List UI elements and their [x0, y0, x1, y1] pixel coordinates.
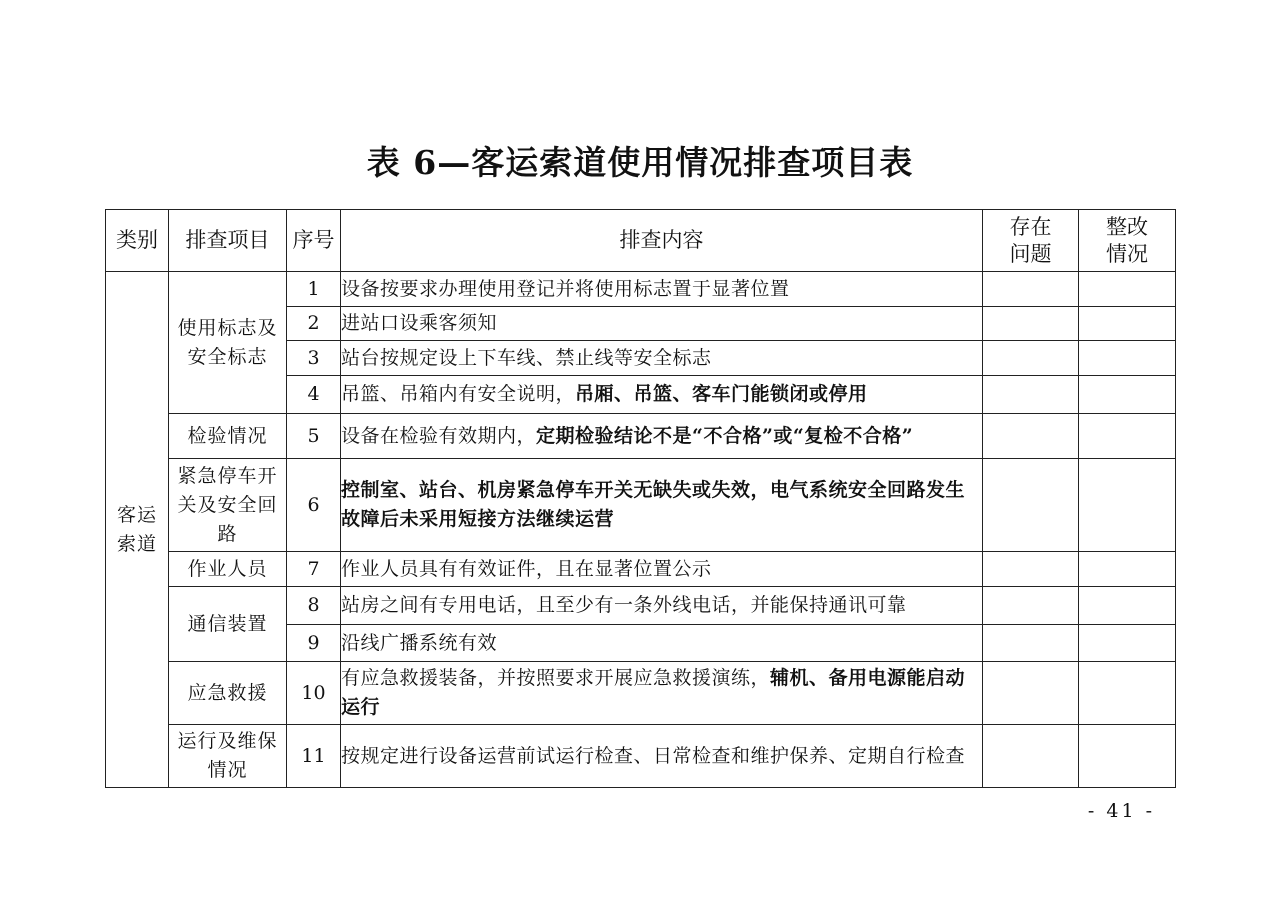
content-cell — [341, 725, 983, 788]
group-cell — [169, 414, 287, 459]
rectify-cell[interactable] — [1079, 552, 1176, 587]
rectify-cell[interactable] — [1079, 587, 1176, 625]
header-seq: 序号 — [287, 210, 341, 272]
content-text: 沿线广播系统有效 — [341, 631, 498, 654]
issues-cell[interactable] — [983, 272, 1079, 307]
group-label: 紧急停车开关及安全回路 — [177, 464, 278, 545]
content-text: 设备在检验有效期内， — [341, 424, 537, 447]
seq-cell: 1 — [287, 272, 341, 307]
rectify-cell[interactable] — [1079, 376, 1176, 414]
header-content: 排查内容 — [341, 210, 983, 272]
content-cell — [341, 376, 983, 414]
table-row — [106, 662, 1176, 725]
group-cell — [169, 459, 287, 552]
group-cell — [169, 587, 287, 662]
table-row — [106, 414, 1176, 459]
issues-cell[interactable] — [983, 625, 1079, 662]
group-cell — [169, 725, 287, 788]
rectify-cell[interactable] — [1079, 272, 1176, 307]
rectify-cell[interactable] — [1079, 414, 1176, 459]
table-row — [106, 587, 1176, 625]
issues-cell[interactable] — [983, 376, 1079, 414]
issues-cell[interactable] — [983, 307, 1079, 341]
seq-cell: 4 — [287, 376, 341, 414]
content-text: 站台按规定设上下车线、禁止线等安全标志 — [341, 346, 712, 369]
category-cell — [106, 272, 169, 788]
group-cell — [169, 272, 287, 414]
content-cell — [341, 552, 983, 587]
group-label: 使用标志及安全标志 — [177, 316, 278, 368]
header-issues-label: 存在问题 — [1009, 214, 1052, 266]
seq-cell: 2 — [287, 307, 341, 341]
issues-cell[interactable] — [983, 725, 1079, 788]
seq-cell: 6 — [287, 459, 341, 552]
header-item: 排查项目 — [169, 210, 287, 272]
content-text: 作业人员具有有效证件，且在显著位置公示 — [341, 557, 712, 580]
content-cell — [341, 414, 983, 459]
issues-cell[interactable] — [983, 459, 1079, 552]
header-issues — [983, 210, 1079, 272]
content-text: 站房之间有专用电话，且至少有一条外线电话，并能保持通讯可靠 — [341, 594, 907, 616]
content-cell — [341, 587, 983, 625]
header-rectify — [1079, 210, 1176, 272]
content-bold-text: 辅机、备用电源能启动运行 — [341, 667, 966, 718]
issues-cell[interactable] — [983, 587, 1079, 625]
group-label: 通信装置 — [187, 612, 268, 635]
group-cell — [169, 662, 287, 725]
rectify-cell[interactable] — [1079, 459, 1176, 552]
group-cell — [169, 552, 287, 587]
table-row — [106, 272, 1176, 307]
rectify-cell[interactable] — [1079, 341, 1176, 376]
issues-cell[interactable] — [983, 662, 1079, 725]
rectify-cell[interactable] — [1079, 662, 1176, 725]
content-cell — [341, 662, 983, 725]
content-cell — [341, 459, 983, 552]
table-row — [106, 725, 1176, 788]
content-bold-text: 定期检验结论不是“不合格”或“复检不合格” — [536, 424, 914, 447]
header-rectify-label: 整改情况 — [1106, 214, 1148, 266]
page-number: - 41 - — [1087, 800, 1155, 822]
table-row — [106, 552, 1176, 587]
content-bold-text: 控制室、站台、机房紧急停车开关无缺失或失效，电气系统安全回路发生故障后未采用短接方法继续运营 — [341, 479, 966, 530]
content-bold-text: 吊厢、吊篮、客车门能锁闭或停用 — [575, 383, 868, 405]
seq-cell: 11 — [287, 725, 341, 788]
content-text: 设备按要求办理使用登记并将使用标志置于显著位置 — [341, 277, 790, 300]
issues-cell[interactable] — [983, 414, 1079, 459]
content-text: 有应急救援装备，并按照要求开展应急救援演练， — [341, 667, 771, 689]
group-label: 检验情况 — [187, 424, 268, 447]
category-label: 客运索道 — [116, 503, 157, 555]
issues-cell[interactable] — [983, 552, 1079, 587]
seq-cell: 7 — [287, 552, 341, 587]
seq-cell: 10 — [287, 662, 341, 725]
seq-cell: 5 — [287, 414, 341, 459]
group-label: 作业人员 — [187, 557, 268, 580]
content-text: 吊篮、吊箱内有安全说明， — [341, 383, 576, 405]
inspection-table — [105, 209, 1176, 788]
rectify-cell[interactable] — [1079, 625, 1176, 662]
page-title: 表 6—客运索道使用情况排查项目表 — [366, 143, 914, 182]
group-label: 运行及维保情况 — [177, 730, 278, 781]
seq-cell: 3 — [287, 341, 341, 376]
seq-cell: 9 — [287, 625, 341, 662]
rectify-cell[interactable] — [1079, 307, 1176, 341]
group-label: 应急救援 — [187, 681, 268, 704]
content-cell — [341, 341, 983, 376]
content-cell — [341, 307, 983, 341]
seq-cell: 8 — [287, 587, 341, 625]
content-cell — [341, 625, 983, 662]
table-row — [106, 459, 1176, 552]
table-header-row — [106, 210, 1176, 272]
issues-cell[interactable] — [983, 341, 1079, 376]
content-cell — [341, 272, 983, 307]
content-text: 按规定进行设备运营前试运行检查、日常检查和维护保养、定期自行检查 — [341, 744, 966, 767]
content-text: 进站口设乘客须知 — [341, 312, 498, 334]
header-category: 类别 — [106, 210, 169, 272]
rectify-cell[interactable] — [1079, 725, 1176, 788]
